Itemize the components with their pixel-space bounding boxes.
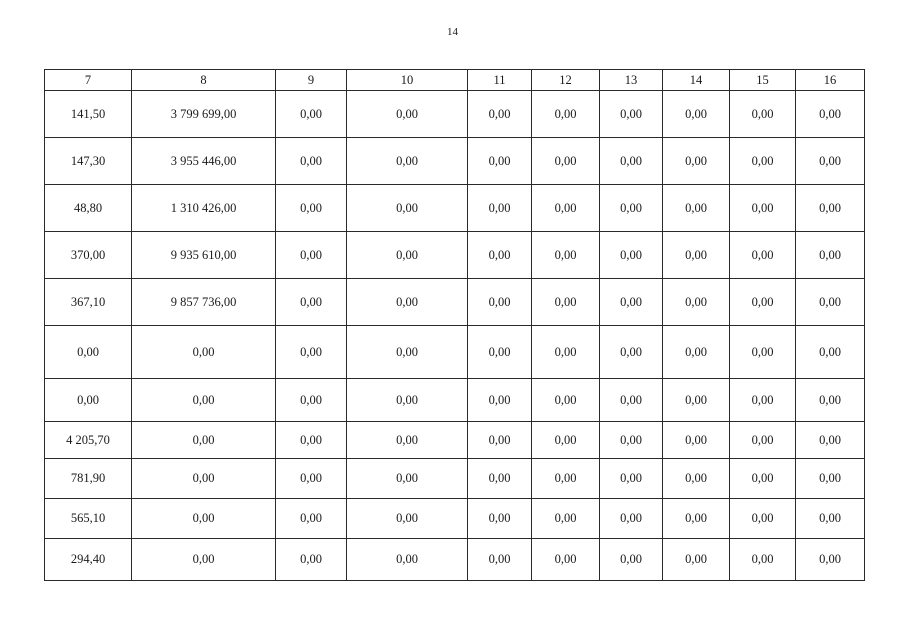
- table-row: [45, 232, 865, 279]
- column-header: 12: [532, 70, 600, 91]
- table-cell: 147,30: [45, 138, 132, 185]
- table-header-row: [45, 70, 865, 91]
- table-cell: 0,00: [730, 379, 796, 422]
- column-header: 16: [796, 70, 865, 91]
- table-cell: 0,00: [730, 232, 796, 279]
- table-cell: 0,00: [468, 539, 532, 581]
- table-cell: 0,00: [347, 539, 468, 581]
- table-cell: 0,00: [796, 499, 865, 539]
- table-cell: 0,00: [730, 138, 796, 185]
- table-cell: 0,00: [796, 279, 865, 326]
- table-row: [45, 379, 865, 422]
- table-cell: 0,00: [730, 279, 796, 326]
- table-cell: 0,00: [730, 539, 796, 581]
- table-cell: 0,00: [347, 91, 468, 138]
- table-cell: 0,00: [347, 379, 468, 422]
- table-cell: 0,00: [347, 499, 468, 539]
- table-cell: 0,00: [600, 232, 663, 279]
- table-cell: 0,00: [468, 499, 532, 539]
- table-cell: 0,00: [600, 326, 663, 379]
- table-cell: 0,00: [600, 91, 663, 138]
- table-cell: 9 935 610,00: [132, 232, 276, 279]
- table-cell: 0,00: [730, 326, 796, 379]
- table-cell: 0,00: [132, 499, 276, 539]
- table-cell: 0,00: [532, 91, 600, 138]
- table-row: [45, 279, 865, 326]
- table-cell: 0,00: [468, 326, 532, 379]
- table-cell: 0,00: [132, 379, 276, 422]
- table-cell: 0,00: [663, 326, 730, 379]
- column-header: 15: [730, 70, 796, 91]
- table-cell: 0,00: [532, 279, 600, 326]
- table-cell: 0,00: [663, 138, 730, 185]
- table-cell: 0,00: [347, 232, 468, 279]
- table-cell: 0,00: [663, 185, 730, 232]
- table-cell: 0,00: [600, 279, 663, 326]
- table-cell: 141,50: [45, 91, 132, 138]
- table-cell: 0,00: [663, 279, 730, 326]
- table-cell: 0,00: [730, 499, 796, 539]
- column-header: 11: [468, 70, 532, 91]
- table-cell: 0,00: [132, 459, 276, 499]
- page-number: 14: [447, 26, 458, 38]
- table-cell: 0,00: [468, 379, 532, 422]
- table-cell: 0,00: [276, 459, 347, 499]
- table-cell: 0,00: [468, 459, 532, 499]
- table-cell: 294,40: [45, 539, 132, 581]
- table-cell: 0,00: [600, 422, 663, 459]
- table-cell: 0,00: [532, 232, 600, 279]
- table-cell: 0,00: [347, 422, 468, 459]
- column-header: 10: [347, 70, 468, 91]
- table-cell: 0,00: [276, 279, 347, 326]
- table-cell: 0,00: [796, 138, 865, 185]
- table-cell: 0,00: [45, 326, 132, 379]
- column-header: 14: [663, 70, 730, 91]
- table-cell: 0,00: [468, 185, 532, 232]
- table-cell: 48,80: [45, 185, 132, 232]
- table-cell: 0,00: [276, 138, 347, 185]
- table-cell: 0,00: [663, 539, 730, 581]
- table-row: [45, 91, 865, 138]
- column-header: 7: [45, 70, 132, 91]
- table-cell: 781,90: [45, 459, 132, 499]
- table-cell: 0,00: [663, 499, 730, 539]
- table-cell: 0,00: [276, 539, 347, 581]
- table-cell: 0,00: [663, 422, 730, 459]
- table-body: [45, 91, 865, 581]
- table-cell: 0,00: [347, 279, 468, 326]
- table-cell: 0,00: [532, 459, 600, 499]
- table-cell: 0,00: [796, 326, 865, 379]
- table-cell: 0,00: [600, 379, 663, 422]
- table-cell: 0,00: [796, 539, 865, 581]
- column-header: 8: [132, 70, 276, 91]
- table-cell: 0,00: [600, 539, 663, 581]
- table-cell: 0,00: [347, 185, 468, 232]
- column-header: 13: [600, 70, 663, 91]
- table-cell: 0,00: [796, 379, 865, 422]
- table-cell: 0,00: [132, 422, 276, 459]
- table-cell: 0,00: [532, 379, 600, 422]
- table-cell: 0,00: [730, 91, 796, 138]
- table-cell: 565,10: [45, 499, 132, 539]
- table-cell: 0,00: [468, 422, 532, 459]
- table-row: [45, 499, 865, 539]
- table-cell: 0,00: [796, 459, 865, 499]
- table-cell: 0,00: [796, 185, 865, 232]
- table-cell: 0,00: [347, 138, 468, 185]
- column-header: 9: [276, 70, 347, 91]
- table-cell: 0,00: [532, 422, 600, 459]
- table-cell: 0,00: [600, 459, 663, 499]
- table-cell: 0,00: [468, 138, 532, 185]
- table-row: [45, 326, 865, 379]
- table-row: [45, 138, 865, 185]
- table-cell: 3 955 446,00: [132, 138, 276, 185]
- table-cell: 0,00: [276, 422, 347, 459]
- table-cell: 0,00: [600, 185, 663, 232]
- table-cell: 3 799 699,00: [132, 91, 276, 138]
- table-cell: 0,00: [276, 232, 347, 279]
- table-cell: 0,00: [132, 539, 276, 581]
- table-cell: 0,00: [730, 422, 796, 459]
- table-cell: 370,00: [45, 232, 132, 279]
- table-cell: 0,00: [600, 138, 663, 185]
- table-cell: 0,00: [730, 459, 796, 499]
- table-cell: 0,00: [796, 232, 865, 279]
- table-row: [45, 539, 865, 581]
- table-cell: 0,00: [276, 499, 347, 539]
- table-cell: 0,00: [532, 539, 600, 581]
- table-cell: 0,00: [347, 459, 468, 499]
- table-cell: 0,00: [663, 379, 730, 422]
- table-row: [45, 185, 865, 232]
- table-cell: 367,10: [45, 279, 132, 326]
- table-cell: 0,00: [532, 499, 600, 539]
- table-cell: 0,00: [347, 326, 468, 379]
- table-cell: 0,00: [796, 422, 865, 459]
- table-cell: 0,00: [468, 232, 532, 279]
- table-cell: 9 857 736,00: [132, 279, 276, 326]
- table-cell: 0,00: [532, 138, 600, 185]
- table-cell: 0,00: [663, 232, 730, 279]
- table-cell: 0,00: [796, 91, 865, 138]
- table-cell: 0,00: [276, 326, 347, 379]
- table-cell: 0,00: [532, 185, 600, 232]
- table-cell: 0,00: [600, 499, 663, 539]
- table-cell: 0,00: [532, 326, 600, 379]
- table-cell: 1 310 426,00: [132, 185, 276, 232]
- table-cell: 0,00: [276, 91, 347, 138]
- table-cell: 0,00: [276, 185, 347, 232]
- table-cell: 0,00: [132, 326, 276, 379]
- table-row: [45, 459, 865, 499]
- data-table: [44, 69, 865, 581]
- table-cell: 0,00: [468, 279, 532, 326]
- table-cell: 0,00: [468, 91, 532, 138]
- table-cell: 0,00: [663, 91, 730, 138]
- table-cell: 0,00: [663, 459, 730, 499]
- table-cell: 0,00: [276, 379, 347, 422]
- table-row: [45, 422, 865, 459]
- table-cell: 0,00: [45, 379, 132, 422]
- table-cell: 0,00: [730, 185, 796, 232]
- table-cell: 4 205,70: [45, 422, 132, 459]
